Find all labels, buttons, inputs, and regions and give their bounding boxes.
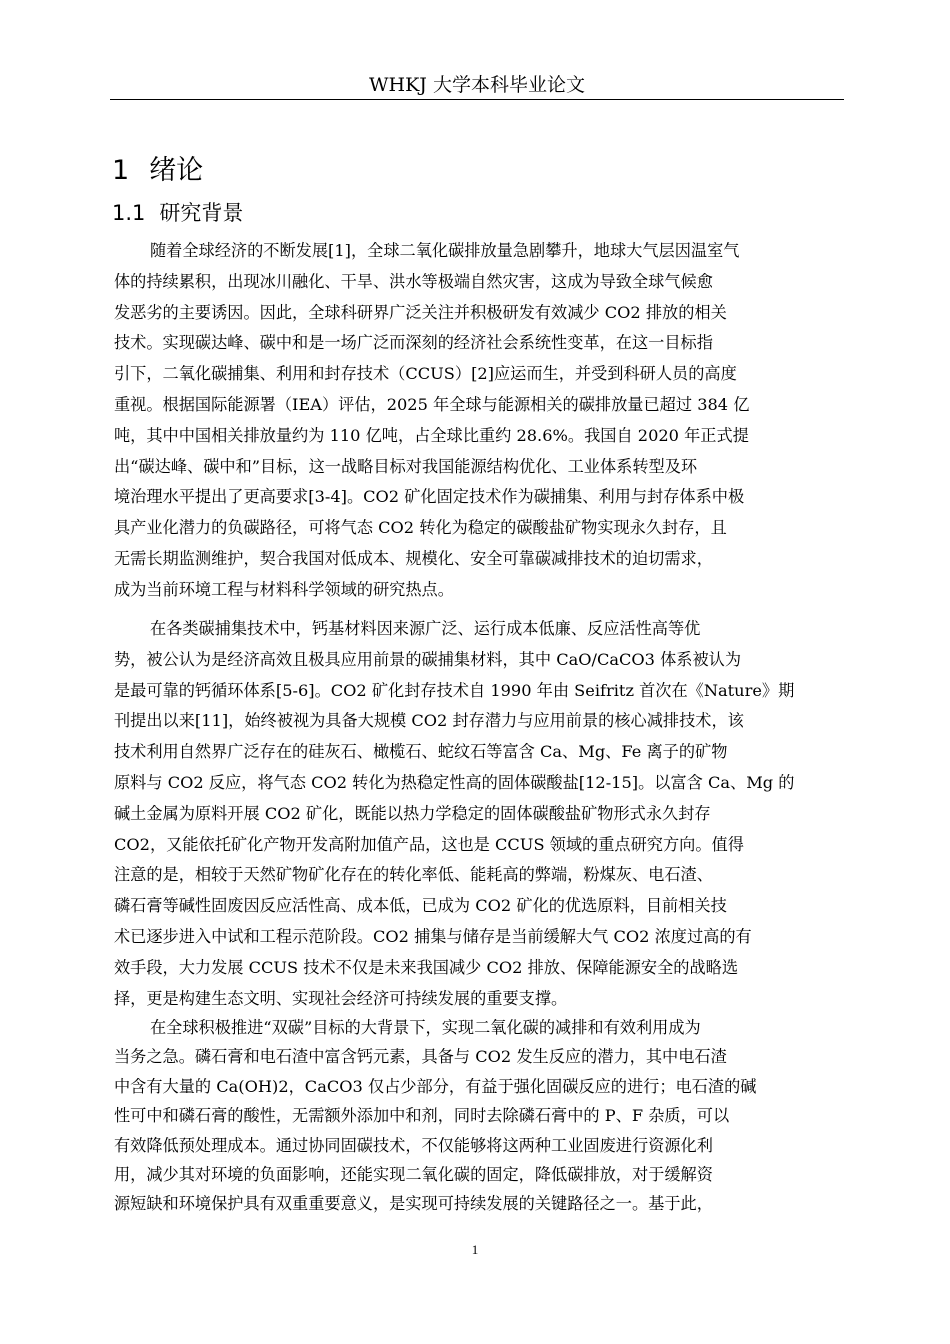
- page-number: 1: [471, 1242, 479, 1257]
- text-line: 具产业化潜力的负碳路径，可将气态 CO2 转化为稳定的碳酸盐矿物实现永久封存，且: [114, 518, 727, 538]
- text-line: 用，减少其对环境的负面影响，还能实现二氧化碳的固定，降低碳排放，对于缓解资: [114, 1164, 713, 1184]
- section-number: 1.1: [112, 201, 146, 225]
- text-line: 在各类碳捕集技术中，钙基材料因来源广泛、运行成本低廉、反应活性高等优: [150, 619, 701, 638]
- text-line: 势，被公认为是经济高效且极具应用前景的碳捕集材料，其中 CaO/CaCO3 体系被认为: [114, 649, 742, 669]
- chapter-number: 1: [112, 155, 130, 186]
- text-line: 是最可靠的钙循环体系[5-6]。CO2 矿化封存技术自 1990 年由 Seifritz 首次在《Nature》期: [114, 680, 795, 700]
- header-rule: [110, 99, 844, 100]
- text-line: 磷石膏等碱性固废因反应活性高、成本低，已成为 CO2 矿化的优选原料，目前相关技: [114, 896, 727, 916]
- text-line: 无需长期监测维护，契合我国对低成本、规模化、安全可靠碳减排技术的迫切需求，: [114, 548, 713, 568]
- text-line: 成为当前环境工程与材料科学领域的研究热点。: [114, 579, 454, 599]
- section-title: 研究背景: [159, 201, 244, 225]
- text-line: 术已逐步进入中试和工程示范阶段。CO2 捕集与储存是当前缓解大气 CO2 浓度过高的有: [114, 926, 752, 946]
- text-line: 发恶劣的主要诱因。因此，全球科研界广泛关注并积极研发有效减少 CO2 排放的相关: [114, 302, 727, 322]
- text-line: 注意的是，相较于天然矿物矿化存在的转化率低、能耗高的弊端，粉煤灰、电石渣、: [114, 865, 713, 885]
- text-line: 吨，其中中国相关排放量约为 110 亿吨，占全球比重约 28.6%。我国自 2020 年正式提: [114, 425, 749, 445]
- section-heading: [112, 197, 243, 229]
- text-line: 技术。实现碳达峰、碳中和是一场广泛而深刻的经济社会系统性变革，在这一目标指: [114, 333, 713, 353]
- paragraph-research-background-3: [114, 1013, 838, 1219]
- text-line: 刊提出以来[11]，始终被视为具备大规模 CO2 封存潜力与应用前景的核心减排技术，该: [114, 711, 744, 731]
- text-line: 引下，二氧化碳捕集、利用和封存技术（CCUS）[2]应运而生，并受到科研人员的高度: [114, 364, 737, 384]
- text-line: 效手段，大力发展 CCUS 技术不仅是未来我国减少 CO2 排放、保障能源安全的战略选: [114, 957, 739, 977]
- text-line: 当务之急。磷石膏和电石渣中富含钙元素，具备与 CO2 发生反应的潜力，其中电石渣: [114, 1047, 727, 1067]
- running-header: WHKJ 大学本科毕业论文: [369, 74, 585, 96]
- paragraph-research-background-1: [114, 236, 838, 606]
- text-line: 中含有大量的 Ca(OH)2，CaCO3 仅占少部分，有益于强化固碳反应的进行；电石渣的碱: [114, 1076, 757, 1096]
- text-line: 性可中和磷石膏的酸性，无需额外添加中和剂，同时去除磷石膏中的 P、F 杂质，可以: [114, 1106, 730, 1126]
- text-line: 随着全球经济的不断发展[1]，全球二氧化碳排放量急剧攀升，地球大气层因温室气: [150, 241, 740, 260]
- text-line: CO2，又能依托矿化产物开发高附加值产品，这也是 CCUS 领域的重点研究方向。值得: [114, 834, 744, 854]
- text-line: 原料与 CO2 反应，将气态 CO2 转化为热稳定性高的固体碳酸盐[12-15]。以富含 Ca、Mg 的: [114, 772, 795, 792]
- text-line: 源短缺和环境保护具有双重重要意义，是实现可持续发展的关键路径之一。基于此，: [114, 1194, 713, 1214]
- text-line: 碱土金属为原料开展 CO2 矿化，既能以热力学稳定的固体碳酸盐矿物形式永久封存: [114, 803, 711, 823]
- chapter-heading: [112, 152, 203, 190]
- text-line: 在全球积极推进“双碳”目标的大背景下，实现二氧化碳的减排和有效利用成为: [150, 1018, 701, 1037]
- text-line: 出“碳达峰、碳中和”目标，这一战略目标对我国能源结构优化、工业体系转型及环: [114, 456, 698, 476]
- text-line: 重视。根据国际能源署（IEA）评估，2025 年全球与能源相关的碳排放量已超过 384 亿: [114, 394, 750, 414]
- text-line: 体的持续累积，出现冰川融化、干旱、洪水等极端自然灾害，这成为导致全球气候愈: [114, 271, 713, 291]
- text-line: 境治理水平提出了更高要求[3-4]。CO2 矿化固定技术作为碳捕集、利用与封存体系中极: [114, 487, 745, 507]
- chapter-title: 绪论: [149, 155, 204, 186]
- text-line: 有效降低预处理成本。通过协同固碳技术，不仅能够将这两种工业固废进行资源化利: [114, 1135, 713, 1155]
- text-line: 择，更是构建生态文明、实现社会经济可持续发展的重要支撑。: [114, 988, 568, 1008]
- text-line: 技术利用自然界广泛存在的硅灰石、橄榄石、蛇纹石等富含 Ca、Mg、Fe 离子的矿物: [114, 742, 728, 762]
- paragraph-research-background-2: [114, 614, 838, 1014]
